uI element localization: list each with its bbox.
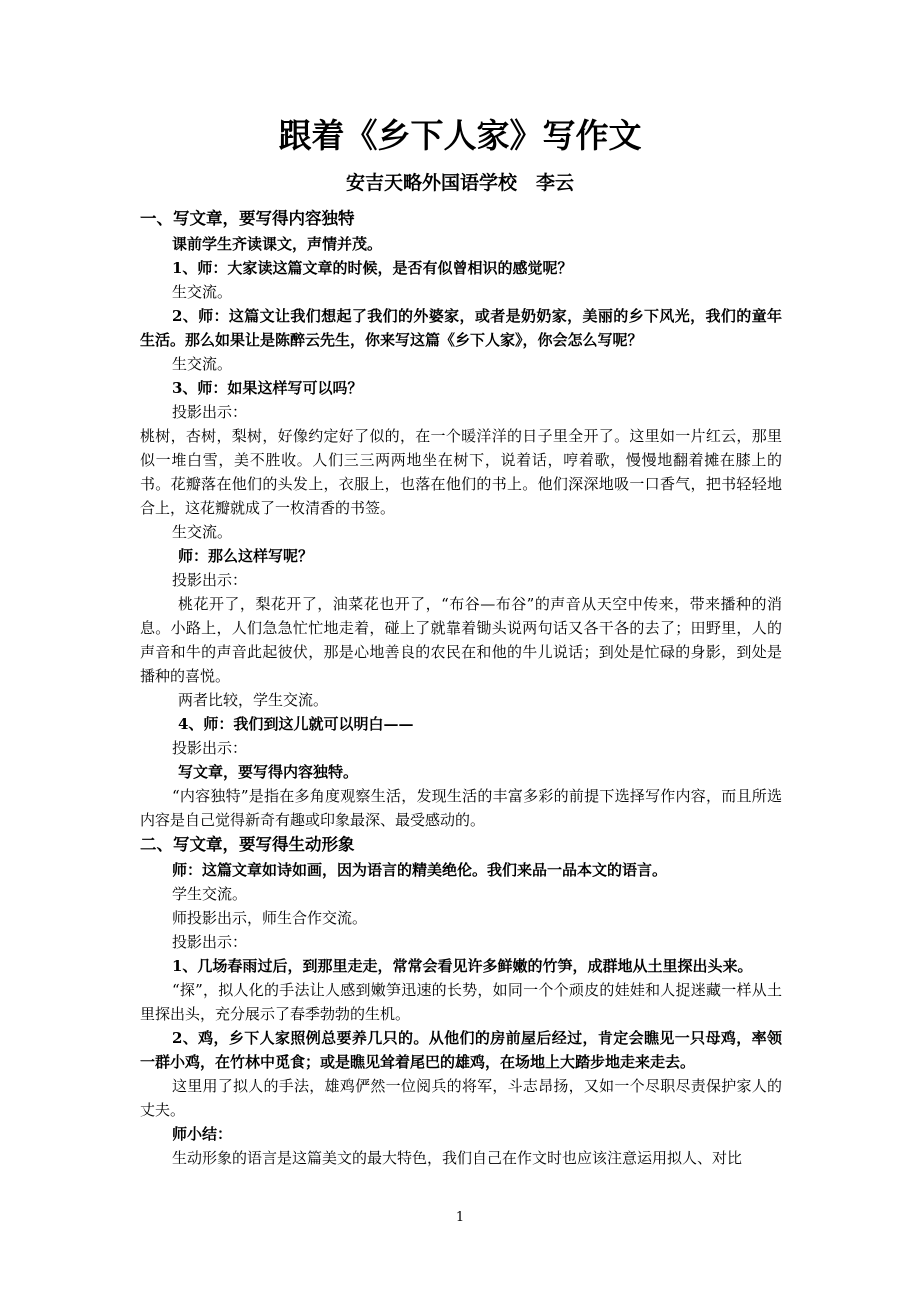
- paragraph: 生交流。: [172, 355, 233, 373]
- paragraph: 学生交流。: [172, 885, 248, 903]
- document-body: [140, 206, 782, 1170]
- paragraph: 投影出示：: [172, 403, 248, 421]
- section-heading: 二、写文章，要写得生动形象: [140, 835, 355, 854]
- paragraph: 2、师：这篇文让我们想起了我们的外婆家，或者是奶奶家，美丽的乡下风光，我们的童年生活。那么如果让是陈醉云先生，你来写这篇《乡下人家》，你会怎么写呢？: [140, 307, 782, 349]
- paragraph: 师小结：: [172, 1125, 233, 1143]
- document-title: 跟着《乡下人家》写作文: [278, 116, 642, 155]
- page-number: 1: [455, 1210, 465, 1225]
- paragraph: 两者比较，学生交流。: [178, 691, 329, 709]
- paragraph: 写文章，要写得内容独特。: [178, 763, 359, 781]
- paragraph: 投影出示：: [172, 739, 248, 757]
- author-line: 安吉天略外国语学校 李云: [345, 172, 574, 194]
- quoted-passage: 桃花开了，梨花开了，油菜花也开了，“布谷—布谷”的声音从天空中传来，带来播种的消息。小路上，人们急急忙忙地走着，碰上了就靠着锄头说两句话又各干各的去了；田野里，人的声音和牛的声音此起彼伏，那是心地善良的农民在和他的牛儿说话；到处是忙碌的身影，到处是播种的喜悦。: [140, 595, 782, 685]
- paragraph: 师：那么这样写呢？: [178, 547, 314, 565]
- section-heading: 一、写文章，要写得内容独特: [140, 209, 355, 228]
- paragraph: 1、几场春雨过后，到那里走走，常常会看见许多鲜嫩的竹笋，成群地从土里探出头来。: [172, 957, 753, 975]
- paragraph: 1、师：大家读这篇文章的时候，是否有似曾相识的感觉呢？: [172, 259, 573, 277]
- paragraph: 投影出示：: [172, 571, 248, 589]
- paragraph: 师：这篇文章如诗如画，因为语言的精美绝伦。我们来品一品本文的语言。: [172, 861, 668, 879]
- paragraph: 3、师：如果这样写可以吗？: [172, 379, 363, 397]
- paragraph: 2、鸡，乡下人家照例总要养几只的。从他们的房前屋后经过，肯定会瞧见一只母鸡，率领一群小鸡，在竹林中觅食；或是瞧见耸着尾巴的雄鸡，在场地上大踏步地走来走去。: [140, 1029, 782, 1071]
- paragraph: 课前学生齐读课文，声情并茂。: [172, 235, 383, 253]
- quoted-passage: 桃树，杏树，梨树，好像约定好了似的，在一个暖洋洋的日子里全开了。这里如一片红云，那里似一堆白雪，美不胜收。人们三三两两地坐在树下，说着话，哼着歌，慢慢地翻着摊在膝上的书。花瓣落在他们的头发上，衣服上，也落在他们的书上。他们深深地吸一口香气，把书轻轻地合上，这花瓣就成了一枚清香的书签。: [140, 427, 782, 517]
- paragraph: “内容独特”是指在多角度观察生活，发现生活的丰富多彩的前提下选择写作内容，而且所选内容是自己觉得新奇有趣或印象最深、最受感动的。: [140, 787, 782, 829]
- paragraph: 生交流。: [172, 523, 233, 541]
- paragraph: 4、师：我们到这儿就可以明白——: [178, 715, 414, 733]
- paragraph: 投影出示：: [172, 933, 248, 951]
- paragraph: 生动形象的语言是这篇美文的最大特色，我们自己在作文时也应该注意运用拟人、对比: [172, 1149, 743, 1167]
- paragraph: 这里用了拟人的手法，雄鸡俨然一位阅兵的将军，斗志昂扬，又如一个尽职尽责保护家人的丈夫。: [140, 1077, 782, 1119]
- paragraph: “探”，拟人化的手法让人感到嫩笋迅速的长势，如同一个个顽皮的娃娃和人捉迷藏一样从土里探出头，充分展示了春季勃勃的生机。: [140, 981, 782, 1023]
- paragraph: 师投影出示，师生合作交流。: [172, 909, 368, 927]
- paragraph: 生交流。: [172, 283, 233, 301]
